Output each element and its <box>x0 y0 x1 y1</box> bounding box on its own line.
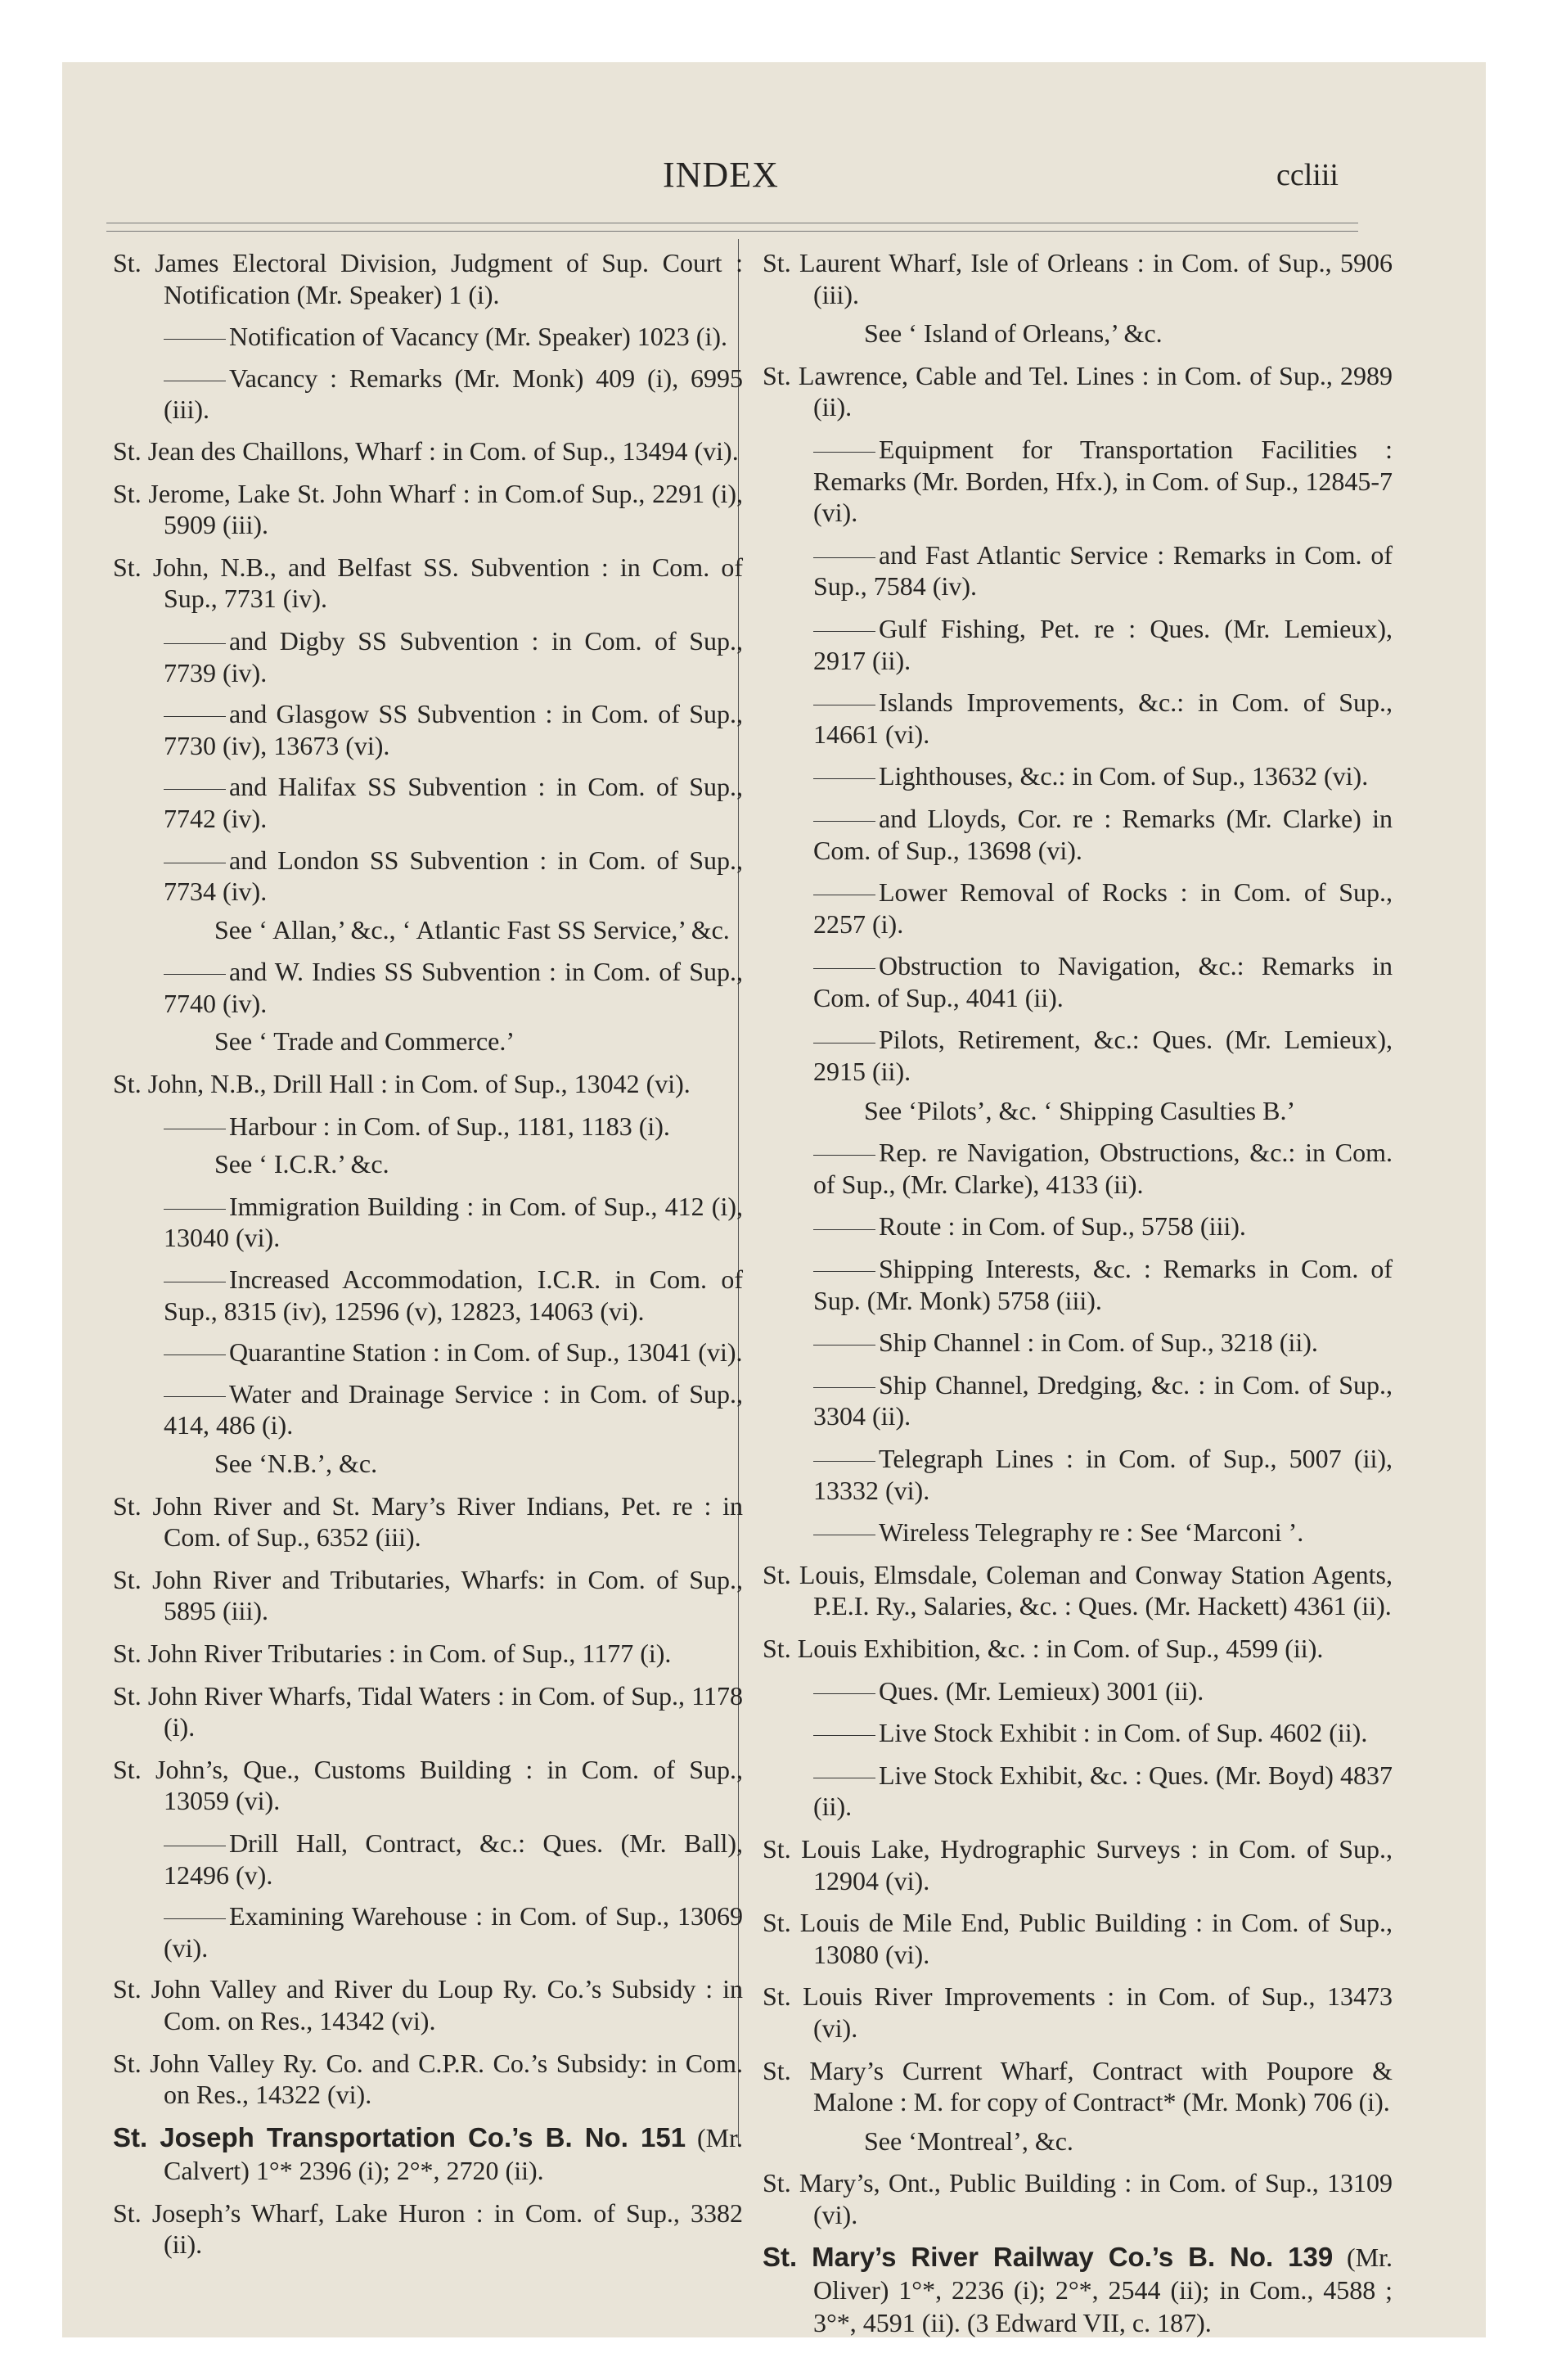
index-entry-sub <box>763 1760 1393 1823</box>
index-entry-main <box>763 1559 1393 1622</box>
entry-text: Rep. re Navigation, Obstructions, &c.: in Com. of Sup., (Mr. Clarke), 4133 (ii). <box>813 1138 1393 1199</box>
entry-text: St. Jerome, Lake St. John Wharf : in Com.of Sup., 2291 (i), 5909 (iii). <box>113 478 743 540</box>
continuation-dash <box>813 631 875 632</box>
index-entry-sub <box>763 760 1393 792</box>
entry-text: See ‘N.B.’, &c. <box>214 1449 378 1478</box>
index-entry-sub <box>113 956 743 1019</box>
index-entry-sub <box>113 1378 743 1441</box>
index-entry-sub <box>113 1828 743 1891</box>
entry-text: Live Stock Exhibit : in Com. of Sup. 4602 (ii). <box>879 1718 1368 1748</box>
entry-text: St. Louis, Elmsdale, Coleman and Conway Station Agents, P.E.I. Ry., Salaries, &c. : Ques. (Mr. Hackett) 4361 (ii). <box>763 1559 1393 1621</box>
continuation-dash <box>813 1155 875 1156</box>
entry-text: St. John, N.B., and Belfast SS. Subvention : in Com. of Sup., 7731 (iv). <box>113 552 743 614</box>
continuation-dash <box>813 1043 875 1044</box>
entry-text: St. Louis Exhibition, &c. : in Com. of Sup., 4599 (ii). <box>763 1633 1324 1663</box>
continuation-dash <box>813 1693 875 1694</box>
entry-text: See ‘Montreal’, &c. <box>864 2125 1073 2156</box>
index-entry-sub <box>113 1191 743 1254</box>
entry-text: St. John Valley Ry. Co. and C.P.R. Co.’s Subsidy: in Com. on Res., 14322 (vi). <box>113 2048 743 2110</box>
entry-text: See ‘Pilots’, &c. ‘ Shipping Casulties B.’ <box>864 1095 1296 1125</box>
entry-text: and Digby SS Subvention : in Com. of Sup., 7739 (iv). <box>164 625 743 687</box>
index-entry-sub <box>113 363 743 426</box>
index-entry-sub <box>113 771 743 834</box>
entry-text: St. Joseph’s Wharf, Lake Huron : in Com. of Sup., 3382 (ii). <box>113 2197 743 2260</box>
index-entry-sub <box>763 1024 1393 1087</box>
index-entry-sub <box>763 613 1393 676</box>
continuation-dash <box>813 821 875 822</box>
continuation-dash <box>813 1229 875 1230</box>
entry-text: Pilots, Retirement, &c.: Ques. (Mr. Lemieux), 2915 (ii). <box>813 1025 1393 1087</box>
index-entry-sub <box>113 1900 743 1963</box>
index-entry-main <box>113 1754 743 1817</box>
index-entry-sub <box>763 1675 1393 1707</box>
index-entry-sub <box>763 1369 1393 1432</box>
entry-text: St. Lawrence, Cable and Tel. Lines : in Com. of Sup., 2989 (ii). <box>763 360 1393 422</box>
index-entry-main <box>113 1638 743 1670</box>
index-entry-main <box>113 1068 743 1100</box>
entry-text: Telegraph Lines : in Com. of Sup., 5007 (ii), 13332 (vi). <box>813 1444 1393 1505</box>
entry-text: St. John River and Tributaries, Wharfs: in Com. of Sup., 5895 (iii). <box>113 1564 743 1626</box>
entry-text: St. Jean des Chaillons, Wharf : in Com. of Sup., 13494 (vi). <box>113 435 739 466</box>
entry-text: Ship Channel : in Com. of Sup., 3218 (ii). <box>879 1327 1318 1358</box>
index-entry-sub <box>763 1443 1393 1506</box>
entry-text: Route : in Com. of Sup., 5758 (iii). <box>879 1211 1246 1242</box>
index-entry-sub <box>763 803 1393 866</box>
page-title: INDEX <box>663 155 779 195</box>
index-entry-sub <box>113 625 743 688</box>
index-entry-see <box>113 1148 743 1180</box>
index-entry-sub <box>113 1336 743 1368</box>
index-entry-see <box>113 1025 743 1057</box>
entry-text: and W. Indies SS Subvention : in Com. of Sup., 7740 (iv). <box>164 957 743 1018</box>
index-entry-bold <box>763 2241 1393 2339</box>
index-entry-main <box>113 1490 743 1553</box>
index-entry-sub <box>763 950 1393 1013</box>
entry-text: Equipment for Transportation Facilities : Remarks (Mr. Borden, Hfx.), in Com. of Sup., 12845-7 (vi). <box>813 434 1393 528</box>
entry-text: Harbour : in Com. of Sup., 1181, 1183 (i). <box>229 1111 670 1141</box>
entry-text: St. Mary’s, Ont., Public Building : in Com. of Sup., 13109 (vi). <box>763 2168 1393 2229</box>
index-entry-sub <box>763 877 1393 940</box>
entry-text: Quarantine Station : in Com. of Sup., 13041 (vi). <box>229 1337 743 1368</box>
entry-text: and Lloyds, Cor. re : Remarks (Mr. Clarke) in Com. of Sup., 13698 (vi). <box>813 803 1393 865</box>
entry-text: St. Louis Lake, Hydrographic Surveys : in Com. of Sup., 12904 (vi). <box>763 1833 1393 1895</box>
entry-text: Ques. (Mr. Lemieux) 3001 (ii). <box>879 1675 1204 1706</box>
index-entry-main <box>763 1833 1393 1896</box>
entry-text: St. John River Wharfs, Tidal Waters : in Com. of Sup., 1178 (i). <box>113 1680 743 1742</box>
entry-text: See ‘ Island of Orleans,’ &c. <box>864 318 1163 349</box>
entry-text: Vacancy : Remarks (Mr. Monk) 409 (i), 6995 (iii). <box>164 363 743 425</box>
entry-text: See ‘ Allan,’ &c., ‘ Atlantic Fast SS Service,’ &c. <box>214 914 730 944</box>
entry-text: St. John, N.B., Drill Hall : in Com. of Sup., 13042 (vi). <box>113 1069 691 1099</box>
index-entry-sub <box>113 1111 743 1143</box>
index-entry-sub <box>763 687 1393 750</box>
entry-text: Lower Removal of Rocks : in Com. of Sup., 2257 (i). <box>813 877 1393 939</box>
entry-text: Increased Accommodation, I.C.R. in Com. of Sup., 8315 (iv), 12596 (v), 12823, 14063 (vi). <box>164 1264 743 1326</box>
entry-text: St. John River Tributaries : in Com. of Sup., 1177 (i). <box>113 1638 672 1668</box>
continuation-dash <box>813 557 875 558</box>
index-entry-main <box>763 1981 1393 2044</box>
continuation-dash <box>813 1271 875 1272</box>
index-entry-see <box>763 1095 1393 1127</box>
index-column-right <box>763 247 1393 2350</box>
continuation-dash <box>164 1918 226 1919</box>
index-entry-see <box>763 318 1393 349</box>
entry-text: Notification of Vacancy (Mr. Speaker) 1023 (i). <box>229 322 727 352</box>
index-entry-main <box>113 2197 743 2261</box>
index-entry-main <box>763 1907 1393 1970</box>
continuation-dash <box>813 1735 875 1736</box>
entry-text: Gulf Fishing, Pet. re : Ques. (Mr. Lemieux), 2917 (ii). <box>813 613 1393 675</box>
index-entry-sub <box>763 1210 1393 1242</box>
entry-text: St. Laurent Wharf, Isle of Orleans : in Com. of Sup., 5906 (iii). <box>763 248 1393 309</box>
index-entry-sub <box>113 321 743 353</box>
entry-text: Shipping Interests, &c. : Remarks in Com. of Sup. (Mr. Monk) 5758 (iii). <box>813 1254 1393 1315</box>
entry-text: St. Joseph Transportation Co.’s B. No. 151 <box>113 2121 686 2152</box>
entry-text: Obstruction to Navigation, &c.: Remarks in Com. of Sup., 4041 (ii). <box>813 951 1393 1012</box>
continuation-dash <box>813 452 875 453</box>
header-rule-lower <box>106 231 1358 232</box>
entry-tail: (Mr. Oliver) 1°*, 2236 (i); 2°*, 2544 (ii); in Com., 4588 ; 3°*, 4591 (ii). (3 Edward VII, c. 187). <box>813 2243 1393 2338</box>
entry-text: St. John’s, Que., Customs Building : in Com. of Sup., 13059 (vi). <box>113 1754 743 1816</box>
entry-text: St. John Valley and River du Loup Ry. Co.’s Subsidy : in Com. on Res., 14342 (vi). <box>113 1974 743 2035</box>
entry-text: Water and Drainage Service : in Com. of Sup., 414, 486 (i). <box>164 1378 743 1440</box>
index-entry-sub <box>763 434 1393 529</box>
index-entry-sub <box>763 539 1393 602</box>
entry-text: and London SS Subvention : in Com. of Sup., 7734 (iv). <box>164 845 743 907</box>
page-number: ccliii <box>1276 158 1339 192</box>
entry-text: and Fast Atlantic Service : Remarks in Com. of Sup., 7584 (iv). <box>813 539 1393 602</box>
index-entry-main <box>113 1564 743 1627</box>
entry-text: Wireless Telegraphy re : See ‘Marconi ’. <box>879 1517 1304 1548</box>
entry-text: See ‘ Trade and Commerce.’ <box>214 1026 515 1057</box>
entry-tail: (Mr. Calvert) 1°* 2396 (i); 2°*, 2720 (ii). <box>164 2122 744 2185</box>
continuation-dash <box>164 643 226 644</box>
index-entry-see <box>763 2125 1393 2157</box>
continuation-dash <box>164 339 226 340</box>
index-entry-main <box>113 435 743 467</box>
index-entry-main <box>113 1680 743 1743</box>
entry-text: Drill Hall, Contract, &c.: Ques. (Mr. Ball), 12496 (v). <box>164 1828 743 1890</box>
entry-text: St. Mary’s River Railway Co.’s B. No. 139 <box>763 2242 1334 2273</box>
entry-text: See ‘ I.C.R.’ &c. <box>214 1149 389 1179</box>
index-entry-main <box>763 247 1393 310</box>
index-entry-sub <box>113 845 743 908</box>
index-column-left <box>113 247 743 2271</box>
continuation-dash <box>813 968 875 969</box>
index-entry-main <box>763 1633 1393 1665</box>
index-entry-main <box>763 2167 1393 2230</box>
entry-text: Islands Improvements, &c.: in Com. of Sup., 14661 (vi). <box>813 687 1393 749</box>
index-entry-see <box>113 914 743 946</box>
entry-text: and Glasgow SS Subvention : in Com. of Sup., 7730 (iv), 13673 (vi). <box>164 699 743 760</box>
index-entry-see <box>113 1448 743 1480</box>
index-entry-sub <box>113 698 743 761</box>
index-entry-main <box>113 478 743 541</box>
index-entry-sub <box>763 1137 1393 1200</box>
continuation-dash <box>164 1396 226 1397</box>
entry-text: St. Louis River Improvements : in Com. of Sup., 13473 (vi). <box>763 1981 1393 2043</box>
continuation-dash <box>813 1345 875 1346</box>
index-entry-main <box>763 360 1393 423</box>
continuation-dash <box>164 716 226 717</box>
continuation-dash <box>164 789 226 790</box>
entry-text: Ship Channel, Dredging, &c. : in Com. of Sup., 3304 (ii). <box>813 1369 1393 1431</box>
index-entry-main <box>113 1973 743 2036</box>
index-entry-sub <box>763 1717 1393 1749</box>
entry-text: and Halifax SS Subvention : in Com. of Sup., 7742 (iv). <box>164 772 743 833</box>
continuation-dash <box>813 778 875 779</box>
index-entry-main <box>763 2055 1393 2118</box>
index-entry-sub <box>763 1327 1393 1359</box>
continuation-dash <box>164 1209 226 1210</box>
continuation-dash <box>164 974 226 975</box>
continuation-dash <box>813 1461 875 1462</box>
entry-text: Examining Warehouse : in Com. of Sup., 13069 (vi). <box>164 1901 743 1963</box>
entry-text: Immigration Building : in Com. of Sup., 412 (i), 13040 (vi). <box>164 1191 743 1253</box>
continuation-dash <box>813 1387 875 1388</box>
entry-text: Lighthouses, &c.: in Com. of Sup., 13632 (vi). <box>879 761 1369 791</box>
entry-text: St. Mary’s Current Wharf, Contract with Poupore & Malone : M. for copy of Contract* (Mr. Monk) 706 (i). <box>763 2055 1393 2117</box>
index-entry-sub <box>763 1517 1393 1548</box>
entry-text: St. John River and St. Mary’s River Indians, Pet. re : in Com. of Sup., 6352 (iii). <box>113 1490 743 1553</box>
index-entry-bold <box>113 2121 743 2187</box>
index-entry-main <box>113 247 743 310</box>
entry-text: St. Louis de Mile End, Public Building : in Com. of Sup., 13080 (vi). <box>763 1908 1393 1969</box>
index-entry-sub <box>763 1253 1393 1316</box>
index-entry-main <box>113 552 743 615</box>
index-entry-main <box>113 2048 743 2111</box>
entry-text: St. James Electoral Division, Judgment of Sup. Court : Notification (Mr. Speaker) 1 (i). <box>113 248 743 309</box>
index-entry-sub <box>113 1264 743 1327</box>
entry-text: Live Stock Exhibit, &c. : Ques. (Mr. Boyd) 4837 (ii). <box>813 1760 1393 1822</box>
